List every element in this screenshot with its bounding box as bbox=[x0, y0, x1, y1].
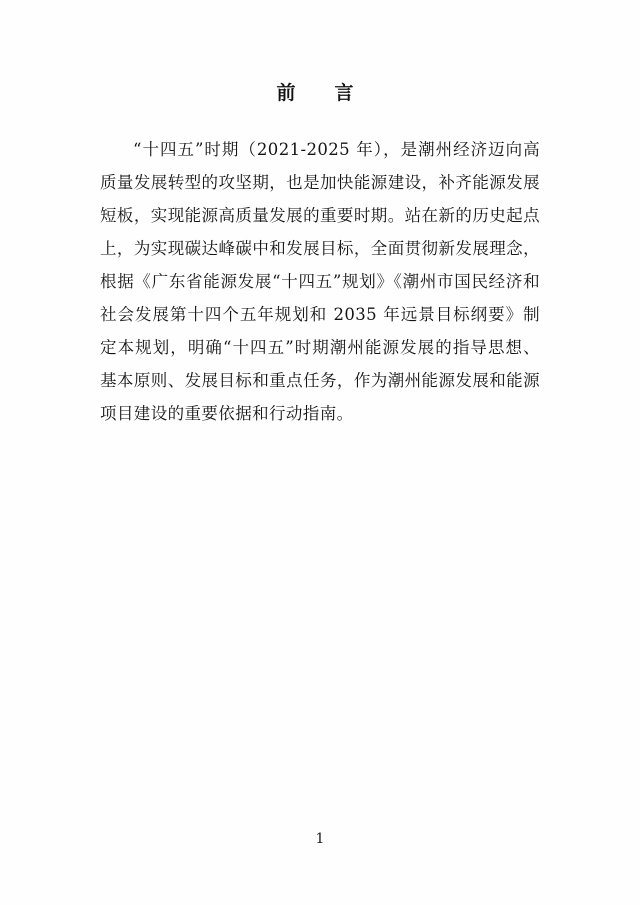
page-number: 1 bbox=[315, 831, 325, 847]
paragraph: “十四五”时期（2021-2025 年），是潮州经济迈向高质量发展转型的攻坚期，也是加快能源建设，补齐能源发展短板，实现能源高质量发展的重要时期。站在新的历史起点上，为实现碳达峰碳中和发展目标，全面贯彻新发展理念，根据《广东省能源发展“十四五”规划》《潮州市国民经济和社会发展第十四个五年规划和 2035 年远景目标纲要》制定本规划，明确“十四五”时期潮州能源发展的指导思想、基本原则、发展目标和重点任务，作为潮州能源发展和能源项目建设的重要依据和行动指南。 bbox=[100, 140, 540, 423]
page-title: 前 言 bbox=[276, 82, 364, 104]
body-text-block bbox=[100, 105, 540, 430]
